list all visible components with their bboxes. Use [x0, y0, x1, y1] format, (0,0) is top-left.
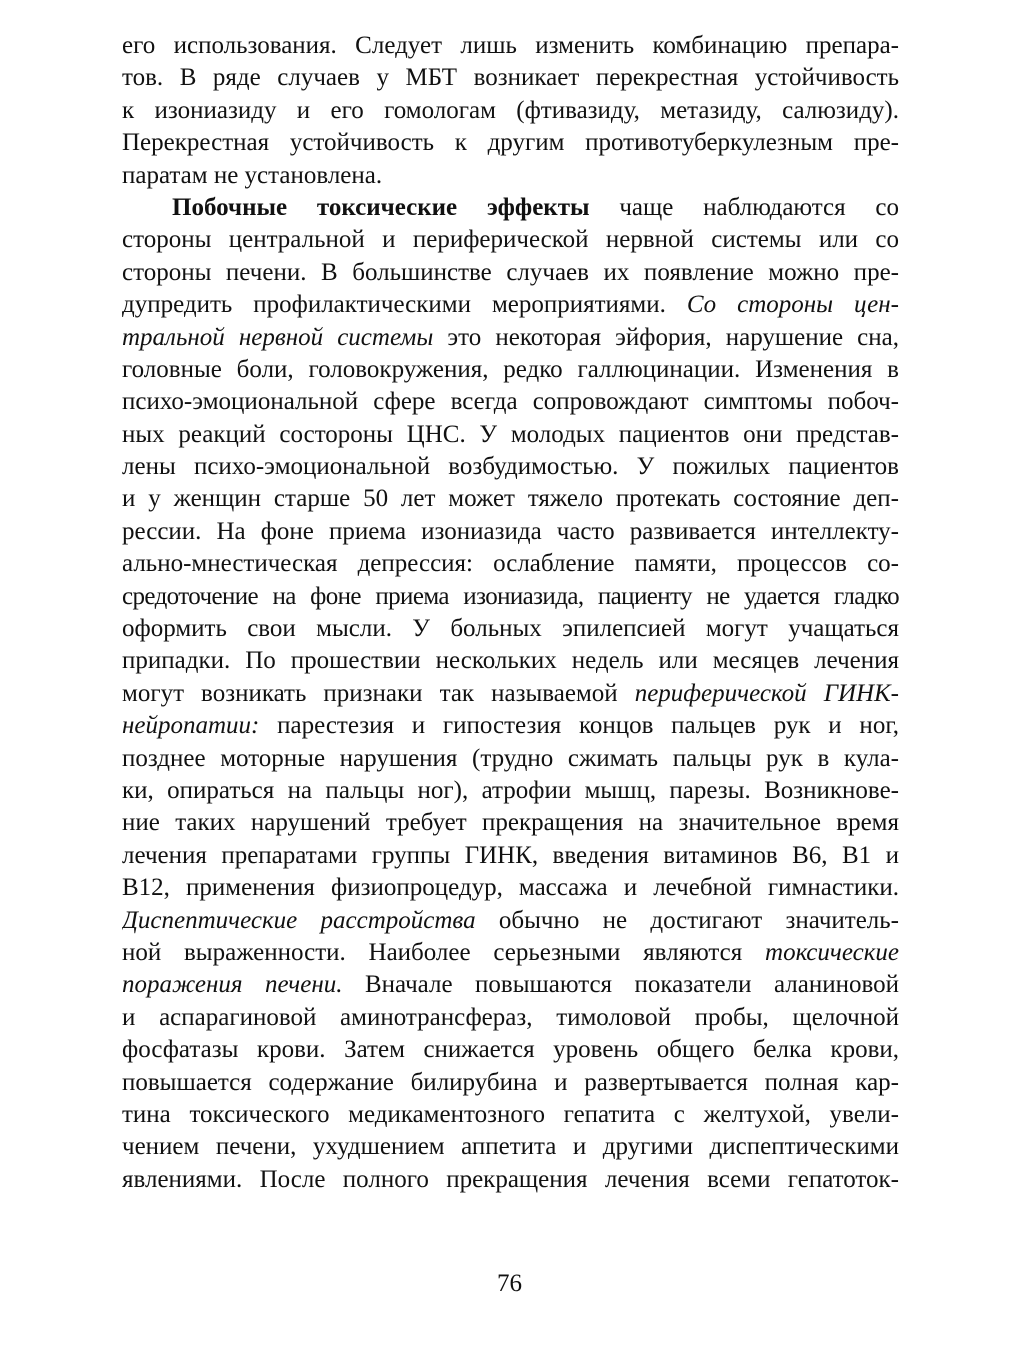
text-line: тральной нервной системы это некоторая эйфория, нарушение сна, — [122, 323, 899, 351]
text-line: паратам не установлена. — [122, 161, 383, 189]
text-line: ально-мнестическая депрессия: ослабление памяти, процессов со- — [122, 550, 899, 578]
text-line: стороны печени. В большинстве случаев их появление можно пре- — [122, 258, 899, 286]
italic-run: периферической ГИНК- — [634, 679, 899, 707]
text-line: поражения печени. Вначале повышаются показатели аланиновой — [122, 971, 899, 999]
text-line: могут возникать признаки так называемой периферической ГИНК- — [122, 679, 899, 707]
text-line: нейропатии: парестезия и гипостезия концов пальцев рук и ног, — [122, 712, 899, 740]
text-line: чением печени, ухудшением аппетита и другими диспептическими — [122, 1133, 899, 1161]
text-line: явлениями. После полного прекращения лечения всеми гепатоток- — [122, 1165, 899, 1193]
italic-run: токсические — [765, 938, 899, 966]
text-line: тина токсического медикаментозного гепатита с желтухой, увели- — [122, 1100, 899, 1128]
text-line: головные боли, головокружения, редко галлюцинации. Изменения в — [122, 355, 899, 383]
text-line: позднее моторные нарушения (трудно сжимать пальцы рук в кула- — [122, 744, 899, 772]
text-line: дупредить профилактическими мероприятиями. Со стороны цен- — [122, 291, 899, 319]
text-line: средоточение на фоне приема изониазида, пациенту не удается гладко — [122, 582, 899, 610]
text-line: рессии. На фоне приема изониазида часто развивается интеллекту- — [122, 517, 899, 545]
text-line: Диспептические расстройства обычно не достигают значитель- — [122, 906, 899, 934]
bold-heading-run: Побочные токсические эффекты — [172, 193, 590, 221]
text-line: ной выраженности. Наиболее серьезными являются токсические — [122, 938, 899, 966]
text-line: В12, применения физиопроцедур, массажа и лечебной гимнастики. — [122, 874, 899, 902]
text-line: стороны центральной и периферической нервной системы или со — [122, 226, 899, 254]
page-number: 76 — [497, 1270, 522, 1297]
italic-run: поражения печени. — [122, 971, 343, 999]
text-line: оформить свои мысли. У больных эпилепсией могут учащаться — [122, 615, 899, 643]
text-line: психо-эмоциональной сфере всегда сопровождают симптомы побоч- — [122, 388, 899, 416]
text-line: ки, опираться на пальцы ног), атрофии мышц, парезы. Возникнове- — [122, 776, 899, 804]
text-line: повышается содержание билирубина и развертывается полная кар- — [122, 1068, 899, 1096]
text-line: к изониазиду и его гомологам (фтивазиду, метазиду, салюзиду). — [122, 96, 899, 124]
text-line: фосфатазы крови. Затем снижается уровень общего белка крови, — [122, 1036, 899, 1064]
italic-run: тральной нервной системы — [122, 323, 434, 351]
text-line: его использования. Следует лишь изменить комбинацию препара- — [122, 32, 899, 59]
body-text — [122, 30, 899, 1196]
italic-run: нейропатии: — [122, 712, 260, 740]
text-line: и у женщин старше 50 лет может тяжело протекать состояние деп- — [122, 485, 899, 513]
text-line: лены психо-эмоциональной возбудимостью. У пожилых пациентов — [122, 453, 899, 481]
italic-run: Диспептические расстройства — [122, 906, 476, 934]
text-line: и аспарагиновой аминотрансфераз, тимоловой пробы, щелочной — [122, 1003, 899, 1031]
italic-run: Со стороны цен- — [686, 291, 899, 319]
text-line: тов. В ряде случаев у МБТ возникает перекрестная устойчивость — [122, 64, 899, 92]
text-line: Перекрестная устойчивость к другим противотуберкулезным пре- — [122, 129, 899, 157]
text-line: ние таких нарушений требует прекращения на значительное время — [122, 809, 899, 837]
text-line: ных реакций состороны ЦНС. У молодых пациентов они представ- — [122, 420, 899, 448]
text-line: лечения препаратами группы ГИНК, введения витаминов В6, В1 и — [122, 841, 899, 869]
text-line: припадки. По прошествии нескольких недель или месяцев лечения — [122, 647, 899, 675]
text-line: Побочные токсические эффекты чаще наблюдаются со — [172, 193, 899, 221]
